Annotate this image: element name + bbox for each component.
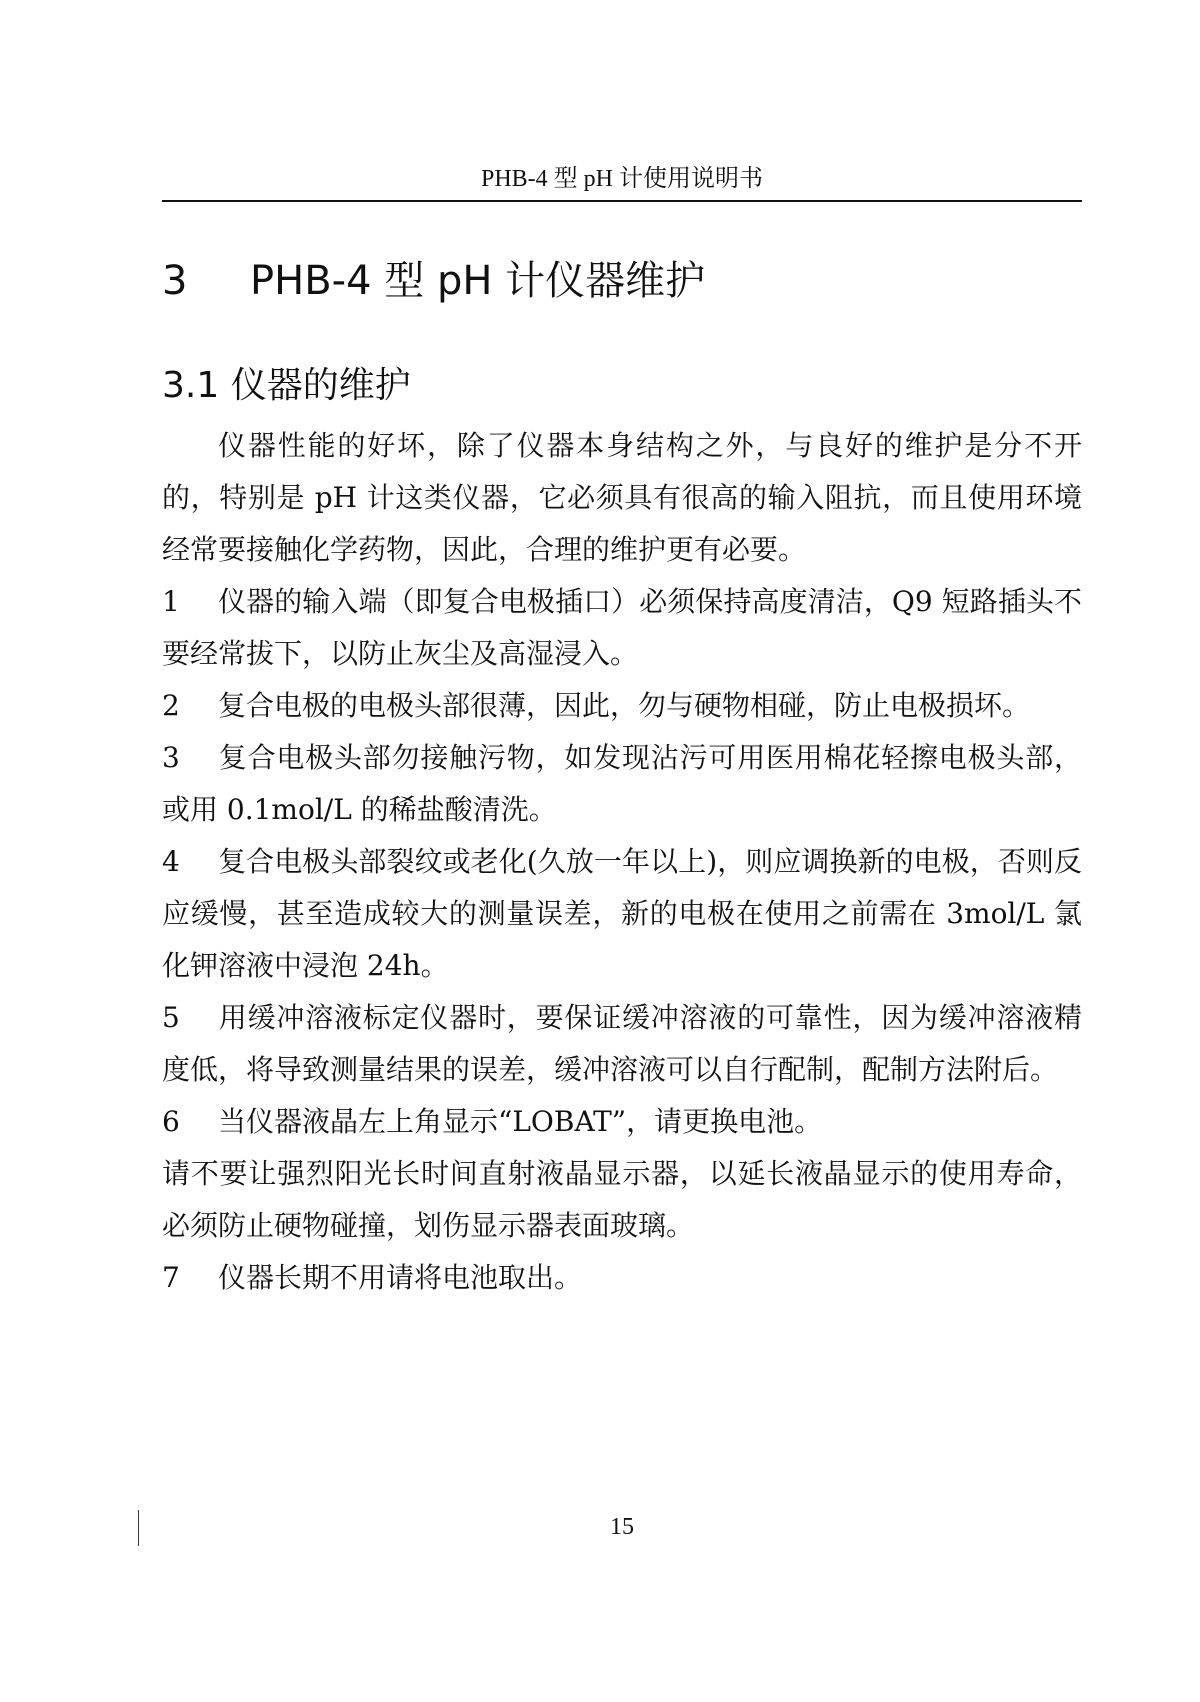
- list-item: [162, 732, 1082, 836]
- body-text: [162, 420, 1082, 1304]
- chapter-number: 3: [162, 258, 188, 304]
- item-number: 4: [162, 845, 180, 878]
- item-number: 7: [162, 1261, 180, 1294]
- item-number: 2: [162, 689, 180, 722]
- page-number: 15: [610, 1514, 634, 1540]
- header-rule: [162, 200, 1082, 202]
- chapter-title-text: PHB-4 型 pH 计仪器维护: [250, 258, 706, 304]
- item-text: 复合电极的电极头部很薄，因此，勿与硬物相碰，防止电极损坏。: [218, 689, 1031, 722]
- footer-margin-bar: [138, 1510, 139, 1546]
- intro-paragraph: 仪器性能的好坏，除了仪器本身结构之外，与良好的维护是分不开的，特别是 pH 计这类仪器，它必须具有很高的输入阻抗，而且使用环境经常要接触化学药物，因此，合理的维护更有必要。: [162, 429, 1082, 566]
- item-text: 仪器的输入端（即复合电极插口）必须保持高度清洁，Q9 短路插头不要经常拔下，以防止灰尘及高湿浸入。: [162, 585, 1082, 670]
- item-number: 1: [162, 585, 180, 618]
- list-item: [162, 680, 1082, 732]
- list-item: [162, 836, 1082, 992]
- item-text: 复合电极头部裂纹或老化(久放一年以上)，则应调换新的电极，否则反应缓慢，甚至造成较大的测量误差，新的电极在使用之前需在 3mol/L 氯化钾溶液中浸泡 24h。: [162, 845, 1082, 982]
- item-number: 5: [162, 1001, 180, 1034]
- item-number: 6: [162, 1105, 180, 1138]
- list-item: [162, 576, 1082, 680]
- item-text: 用缓冲溶液标定仪器时，要保证缓冲溶液的可靠性，因为缓冲溶液精度低，将导致测量结果的误差，缓冲溶液可以自行配制，配制方法附后。: [162, 1001, 1082, 1086]
- item-number: 3: [162, 741, 180, 774]
- running-header: PHB-4 型 pH 计使用说明书: [480, 166, 763, 192]
- section-title: 3.1 仪器的维护: [162, 365, 411, 406]
- item-text: 仪器长期不用请将电池取出。: [218, 1261, 583, 1294]
- list-item: [162, 1252, 1082, 1304]
- note-paragraph: 请不要让强烈阳光长时间直射液晶显示器，以延长液晶显示的使用寿命，必须防止硬物碰撞，划伤显示器表面玻璃。: [162, 1157, 1082, 1242]
- item-text: 当仪器液晶左上角显示“LOBAT”，请更换电池。: [218, 1105, 823, 1138]
- chapter-title: [162, 255, 705, 307]
- list-item: [162, 1096, 1082, 1148]
- item-text: 复合电极头部勿接触污物，如发现沾污可用医用棉花轻擦电极头部，或用 0.1mol/L 的稀盐酸清洗。: [162, 741, 1082, 826]
- list-item: [162, 992, 1082, 1096]
